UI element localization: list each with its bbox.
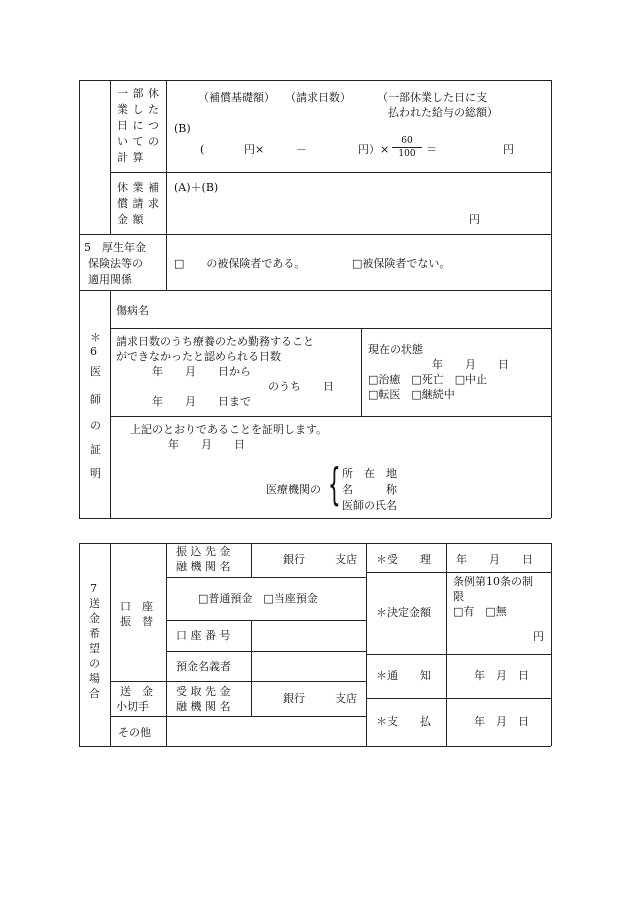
rule — [110, 172, 551, 173]
sec7-side-1: 7 — [90, 582, 97, 595]
brace-icon: { — [328, 459, 341, 510]
rule — [166, 543, 167, 746]
calc-label-2: 業 し た — [117, 103, 160, 116]
sec6-side-2: 6 — [90, 345, 97, 358]
sec6-side-1: ＊ — [90, 331, 101, 344]
receipt-label: ＊受 理 — [376, 553, 431, 566]
sec7-side-2: 送 — [89, 597, 100, 610]
total-yen: 円 — [469, 213, 480, 226]
inst-address: 所 在 地 — [342, 467, 397, 480]
sec5-label-1: 5 厚生年金 — [84, 241, 146, 254]
rule — [110, 328, 551, 329]
rule — [110, 681, 366, 682]
rule — [110, 290, 111, 518]
header-wage-b: 払われた給与の総額） — [388, 106, 498, 119]
header-wage-a: （一部休業した日に支 — [377, 91, 487, 104]
article10-text-1: 条例第10条の制 — [453, 575, 533, 588]
decision-yen: 円 — [533, 630, 544, 643]
sec6-side-7: 明 — [90, 467, 101, 480]
label-b: (B) — [174, 122, 191, 135]
deposit-type-options[interactable]: □普通預金 □当座預金 — [198, 592, 318, 605]
article10-options[interactable]: □有 □無 — [453, 605, 507, 618]
rule — [79, 543, 551, 544]
formula-equals: ＝ — [426, 143, 437, 156]
transfer-bank-label-2: 融 機 関 名 — [176, 560, 231, 573]
inst-doctor: 医師の氏名 — [342, 499, 397, 512]
sec5-label-3: 適用関係 — [88, 273, 132, 286]
total-label-1: 休 業 補 — [117, 181, 160, 194]
rule — [79, 80, 80, 518]
sec7-side-5: 望 — [89, 642, 100, 655]
rule — [110, 416, 551, 417]
institution-label: 医療機関の — [266, 483, 321, 496]
certify-text: 上記のとおりであることを証明します。 — [130, 423, 328, 436]
certify-date: 年 月 日 — [168, 438, 245, 451]
rule — [79, 290, 551, 291]
calc-label-1: 一 部 休 — [117, 87, 160, 100]
days-text-2: ができなかったと認められる日数 — [116, 350, 281, 363]
sec5-option-insured[interactable]: □ の被保険者である。 — [174, 257, 306, 270]
fraction-denominator: 100 — [398, 149, 416, 159]
payment-date: 年 月 日 — [474, 715, 529, 728]
account-holder-label: 預金名義者 — [176, 660, 231, 673]
account-transfer-label-1: 口 座 — [120, 600, 153, 613]
total-label-3: 金 額 — [117, 213, 144, 226]
rule — [366, 698, 551, 699]
sec6-side-4: 師 — [90, 393, 101, 406]
rule — [166, 651, 366, 652]
header-claim-days: （請求日数） — [285, 91, 351, 104]
receipt-date: 年 月 日 — [456, 553, 533, 566]
total-label-2: 償 請 求 — [117, 197, 160, 210]
sec7-side-8: 合 — [89, 687, 100, 700]
rule — [551, 543, 552, 746]
receive-branch[interactable]: 支店 — [335, 692, 357, 705]
inst-name: 名 称 — [342, 483, 397, 496]
sec5-option-not-insured[interactable]: □被保険者でない。 — [352, 257, 451, 270]
rule — [366, 654, 551, 655]
state-title: 現在の状態 — [368, 343, 423, 356]
formula-yen-1: 円× — [244, 143, 265, 156]
rule — [79, 518, 551, 519]
payment-label: ＊支 払 — [376, 715, 431, 728]
sec7-side-7: 場 — [89, 672, 100, 685]
days-from: 年 月 日から — [152, 365, 251, 378]
fraction — [392, 136, 422, 159]
rule — [79, 80, 551, 81]
rule — [366, 543, 367, 746]
sec6-side-3: 医 — [90, 365, 101, 378]
decision-amount-label: ＊決定金額 — [376, 606, 431, 619]
account-number-label: 口 座 番 号 — [176, 629, 231, 642]
sec5-label-2: 保険法等の — [88, 257, 143, 270]
sec6-side-5: の — [90, 419, 101, 432]
remittance-check-label-1: 送 金 — [120, 685, 153, 698]
rule — [79, 746, 551, 747]
account-transfer-label-2: 振 替 — [120, 615, 153, 628]
days-until: 年 月 日まで — [152, 395, 251, 408]
receive-bank-label-2: 融 機 関 名 — [176, 700, 231, 713]
calc-label-3: 日 に つ — [117, 119, 160, 132]
rule — [110, 543, 111, 746]
fraction-numerator: 60 — [392, 136, 422, 148]
days-within: のうち 日 — [268, 380, 334, 393]
rule — [251, 620, 252, 681]
days-text-1: 請求日数のうち療養のため勤務すること — [116, 335, 314, 348]
rule — [446, 543, 447, 746]
rule — [110, 716, 366, 717]
rule — [251, 681, 252, 716]
other-label: その他 — [118, 726, 151, 739]
header-base-amount: （補償基礎額） — [198, 91, 275, 104]
rule — [79, 543, 80, 746]
calc-label-5: 計 算 — [117, 151, 144, 164]
injury-name-label: 傷病名 — [116, 304, 149, 317]
notice-date: 年 月 日 — [474, 669, 529, 682]
sec7-side-6: の — [89, 657, 100, 670]
article10-text-2: 限 — [453, 590, 464, 603]
rule — [110, 80, 111, 234]
rule — [551, 80, 552, 518]
rule — [251, 543, 252, 577]
receive-bank-label-1: 受 取 先 金 — [176, 685, 231, 698]
sec7-side-3: 金 — [89, 612, 100, 625]
rule — [79, 234, 551, 235]
receive-bank[interactable]: 銀行 — [283, 692, 305, 705]
state-options-1[interactable]: □治癒 □死亡 □中止 — [368, 373, 488, 386]
sec7-side-4: 希 — [89, 627, 100, 640]
calc-label-4: い て の — [117, 135, 160, 148]
formula-open: ( — [200, 143, 205, 156]
transfer-branch[interactable]: 支店 — [335, 553, 357, 566]
formula-yen-3: 円 — [503, 143, 514, 156]
transfer-bank[interactable]: 銀行 — [283, 553, 305, 566]
notice-label: ＊通 知 — [376, 669, 431, 682]
remittance-check-label-2: 小切手 — [116, 700, 149, 713]
rule — [166, 577, 366, 578]
total-formula: (A)＋(B) — [174, 181, 219, 194]
formula-yen-2: 円）× — [358, 143, 390, 156]
sec6-side-6: 証 — [90, 443, 101, 456]
state-date: 年 月 日 — [432, 358, 509, 371]
rule — [166, 80, 167, 290]
rule — [361, 328, 362, 416]
transfer-bank-label-1: 振 込 先 金 — [176, 545, 231, 558]
state-options-2[interactable]: □転医 □継続中 — [368, 388, 455, 401]
rule — [366, 572, 551, 573]
rule — [166, 620, 366, 621]
formula-minus: － — [296, 143, 307, 156]
